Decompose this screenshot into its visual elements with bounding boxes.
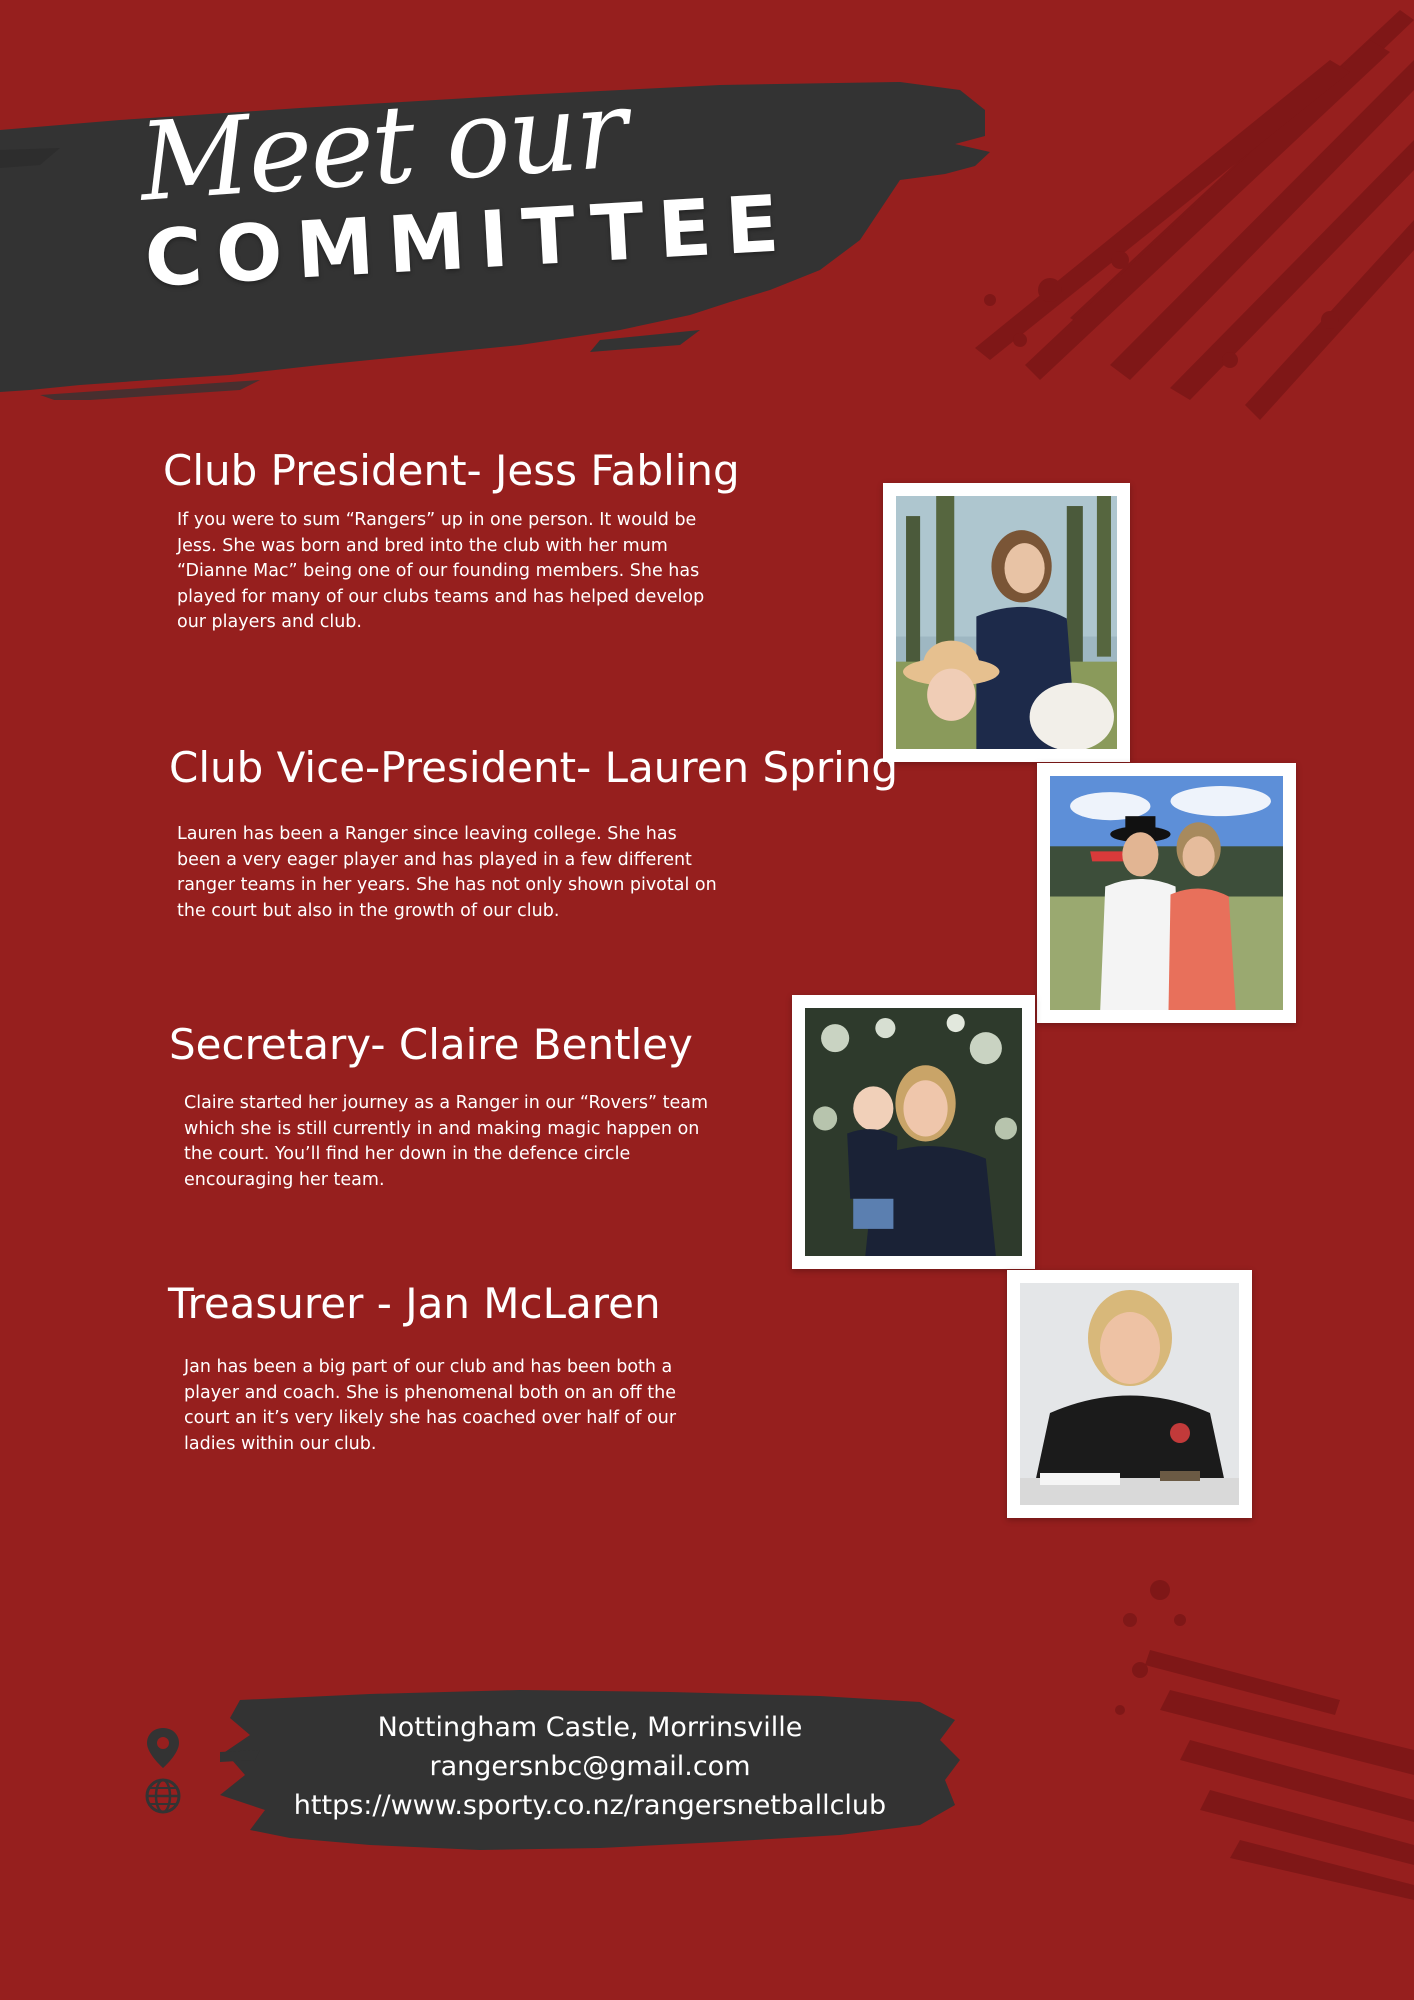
contact-icons xyxy=(144,1726,186,1815)
role-vice-president: Club Vice-President- Lauren Spring xyxy=(169,743,899,792)
photo-treasurer xyxy=(1007,1270,1252,1518)
role-secretary: Secretary- Claire Bentley xyxy=(169,1020,693,1069)
contact-email[interactable]: rangersnbc@gmail.com xyxy=(429,1751,751,1782)
heading-script-text: Meet our xyxy=(135,67,630,226)
decorative-streaks-bottom xyxy=(1110,1560,1414,1900)
bio-president: If you were to sum “Rangers” up in one person. It would be Jess. She was born and bred into the club with her mum “Dianne Mac” being one of our founding members. She has played for many of our clubs teams and has helped develop our players and club. xyxy=(177,510,705,632)
role-treasurer: Treasurer - Jan McLaren xyxy=(168,1279,661,1328)
photo-vice-president xyxy=(1037,763,1296,1023)
photo-president xyxy=(883,483,1130,762)
decorative-streaks-top xyxy=(930,0,1414,460)
photo-secretary xyxy=(792,995,1035,1269)
bio-vice-president: Lauren has been a Ranger since leaving college. She has been a very eager player and has played in a few different ranger teams in her years. She has not only shown pivotal on the court but also in the growth of our club. xyxy=(177,824,717,921)
bio-treasurer: Jan has been a big part of our club and has been both a player and coach. She is phenomenal both on an off the court an it’s very likely she has coached over half of our ladies within our club. xyxy=(184,1357,677,1454)
heading-committee: COMMITTEE xyxy=(142,178,796,305)
contact-block xyxy=(240,1708,940,1825)
contact-address: Nottingham Castle, Morrinsville xyxy=(377,1712,803,1743)
role-president: Club President- Jess Fabling xyxy=(163,446,740,495)
bio-secretary: Claire started her journey as a Ranger in our “Rovers” team which she is still currently in and making magic happen on the court. You’ll find her down in the defence circle encouraging her team. xyxy=(184,1093,709,1190)
contact-website[interactable]: https://www.sporty.co.nz/rangersnetballclub xyxy=(293,1790,887,1821)
location-pin-icon xyxy=(144,1726,182,1770)
globe-icon xyxy=(144,1777,182,1815)
